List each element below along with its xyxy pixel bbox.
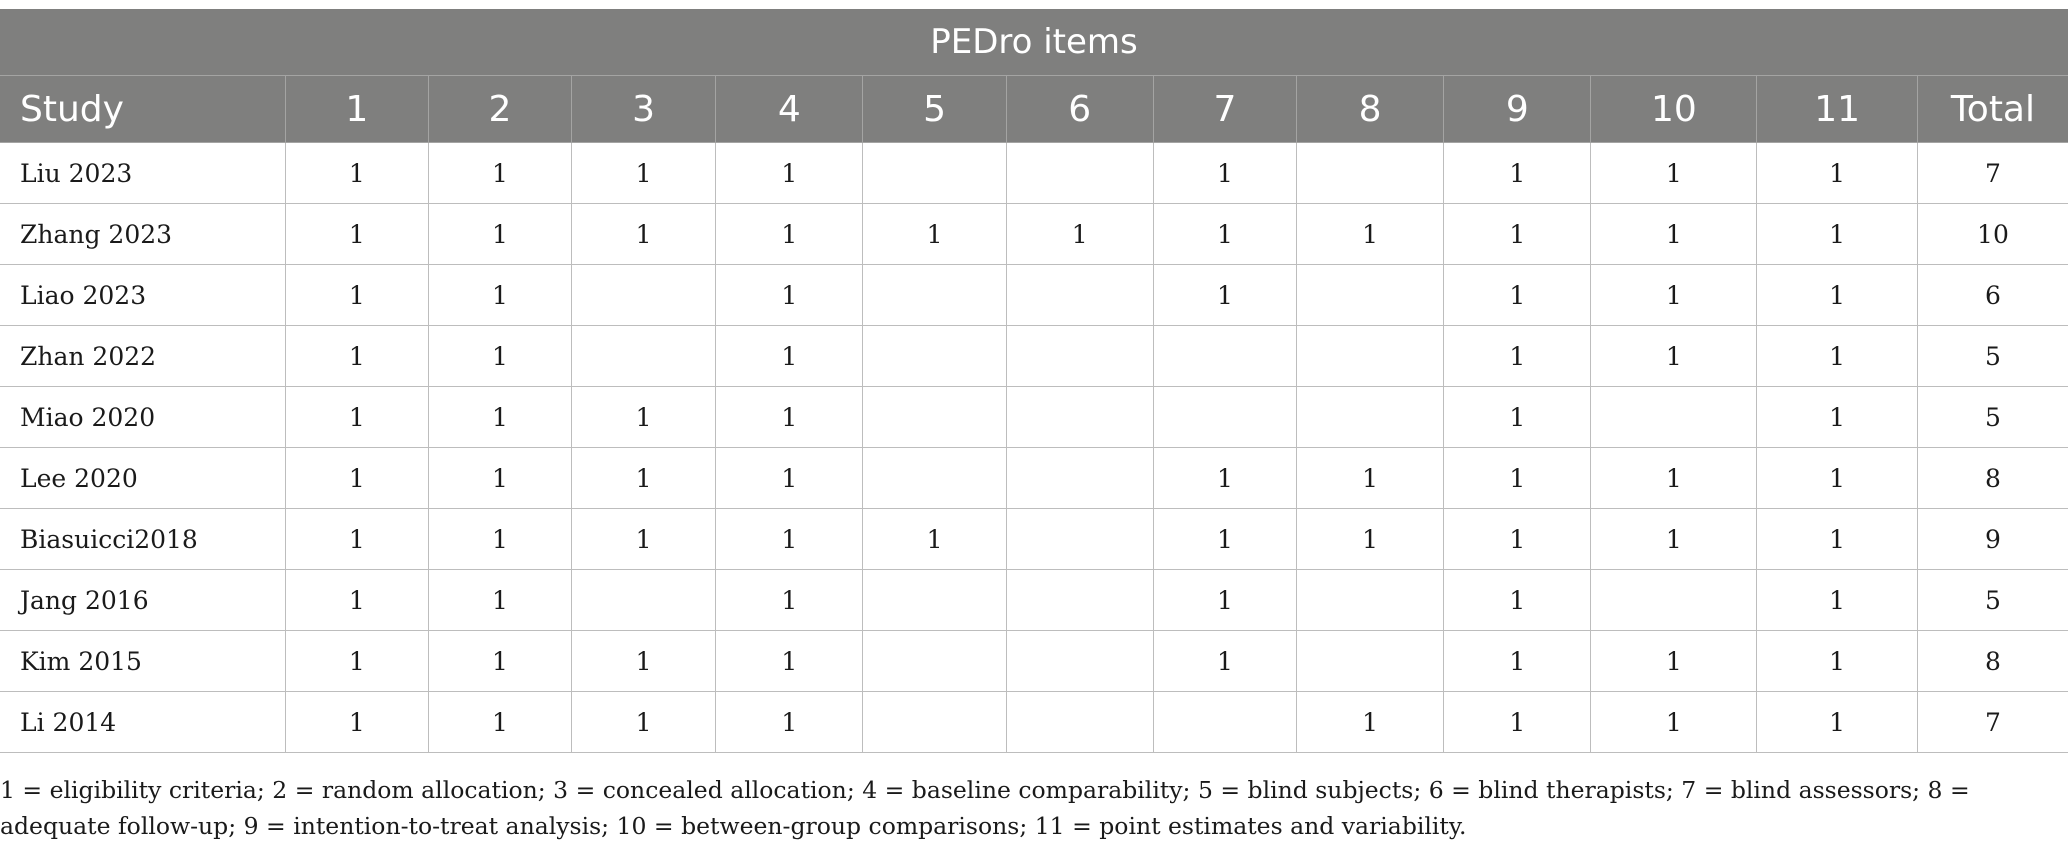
score-cell: 1 — [716, 448, 863, 509]
score-cell: 1 — [1296, 692, 1443, 753]
score-cell: 1 — [428, 509, 571, 570]
score-cell — [572, 326, 716, 387]
score-cell: 1 — [572, 387, 716, 448]
score-cell — [1296, 265, 1443, 326]
total-cell: 5 — [1917, 326, 2068, 387]
score-cell: 1 — [285, 265, 428, 326]
score-cell: 1 — [1591, 326, 1757, 387]
score-cell: 1 — [285, 448, 428, 509]
score-cell: 1 — [428, 448, 571, 509]
score-cell: 1 — [1444, 204, 1591, 265]
score-cell: 1 — [716, 265, 863, 326]
score-cell: 1 — [863, 204, 1006, 265]
study-cell: Biasuicci2018 — [0, 509, 285, 570]
score-cell: 1 — [1444, 265, 1591, 326]
score-cell: 1 — [716, 692, 863, 753]
score-cell: 1 — [1757, 631, 1918, 692]
score-cell — [863, 326, 1006, 387]
score-cell — [863, 265, 1006, 326]
table-footnote: 1 = eligibility criteria; 2 = random allocation; 3 = concealed allocation; 4 = baseline comparability; 5 = blind subjects; 6 = blind therapists; 7 = blind assessors; 8 = adequate follow-up; 9 = intention-to-treat analysis; 10 = between-group comparisons; 11 = point estimates and variability. — [0, 776, 1970, 840]
score-cell — [1006, 692, 1153, 753]
score-cell: 1 — [716, 204, 863, 265]
score-cell: 1 — [572, 143, 716, 204]
column-header: 2 — [428, 76, 571, 143]
study-cell: Kim 2015 — [0, 631, 285, 692]
table-row — [0, 509, 2068, 570]
column-header: 4 — [716, 76, 863, 143]
score-cell — [1296, 387, 1443, 448]
score-cell: 1 — [285, 204, 428, 265]
score-cell: 1 — [1757, 448, 1918, 509]
score-cell — [863, 692, 1006, 753]
score-cell — [1006, 143, 1153, 204]
total-cell: 9 — [1917, 509, 2068, 570]
total-cell: 8 — [1917, 631, 2068, 692]
column-header-row — [0, 76, 2068, 143]
table-title: PEDro items — [0, 9, 2068, 76]
score-cell: 1 — [1591, 509, 1757, 570]
score-cell: 1 — [1296, 448, 1443, 509]
score-cell — [1591, 570, 1757, 631]
column-header: 10 — [1591, 76, 1757, 143]
score-cell — [1296, 570, 1443, 631]
score-cell: 1 — [1591, 448, 1757, 509]
column-header: 6 — [1006, 76, 1153, 143]
score-cell: 1 — [572, 509, 716, 570]
score-cell: 1 — [572, 631, 716, 692]
score-cell: 1 — [1591, 204, 1757, 265]
score-cell: 1 — [1757, 692, 1918, 753]
score-cell: 1 — [428, 692, 571, 753]
study-cell: Li 2014 — [0, 692, 285, 753]
score-cell — [1006, 631, 1153, 692]
score-cell: 1 — [1757, 570, 1918, 631]
score-cell: 1 — [1444, 570, 1591, 631]
score-cell: 1 — [1444, 631, 1591, 692]
score-cell: 1 — [716, 143, 863, 204]
score-cell: 1 — [1006, 204, 1153, 265]
column-header: 3 — [572, 76, 716, 143]
score-cell — [1006, 326, 1153, 387]
score-cell: 1 — [1153, 265, 1296, 326]
score-cell: 1 — [1444, 509, 1591, 570]
pedro-table-container — [0, 9, 2068, 753]
score-cell — [863, 387, 1006, 448]
pedro-table — [0, 9, 2068, 753]
score-cell: 1 — [1591, 265, 1757, 326]
total-cell: 7 — [1917, 143, 2068, 204]
table-row — [0, 448, 2068, 509]
score-cell: 1 — [1591, 692, 1757, 753]
total-cell: 10 — [1917, 204, 2068, 265]
score-cell: 1 — [716, 631, 863, 692]
score-cell — [1006, 448, 1153, 509]
total-cell: 6 — [1917, 265, 2068, 326]
column-header: 1 — [285, 76, 428, 143]
score-cell: 1 — [1444, 143, 1591, 204]
column-header: 5 — [863, 76, 1006, 143]
score-cell: 1 — [428, 204, 571, 265]
score-cell: 1 — [428, 326, 571, 387]
score-cell: 1 — [285, 143, 428, 204]
score-cell: 1 — [572, 448, 716, 509]
column-header: Study — [0, 76, 285, 143]
study-cell: Zhan 2022 — [0, 326, 285, 387]
score-cell — [1006, 509, 1153, 570]
study-cell: Liu 2023 — [0, 143, 285, 204]
table-row — [0, 265, 2068, 326]
score-cell — [1296, 143, 1443, 204]
column-header: 8 — [1296, 76, 1443, 143]
score-cell: 1 — [572, 204, 716, 265]
table-row — [0, 570, 2068, 631]
score-cell — [572, 570, 716, 631]
score-cell — [572, 265, 716, 326]
score-cell: 1 — [1153, 448, 1296, 509]
score-cell: 1 — [1591, 143, 1757, 204]
table-row — [0, 204, 2068, 265]
score-cell — [1296, 631, 1443, 692]
total-cell: 5 — [1917, 387, 2068, 448]
score-cell — [1296, 326, 1443, 387]
score-cell: 1 — [1757, 387, 1918, 448]
score-cell: 1 — [285, 509, 428, 570]
column-header: 9 — [1444, 76, 1591, 143]
score-cell: 1 — [1591, 631, 1757, 692]
score-cell: 1 — [863, 509, 1006, 570]
score-cell: 1 — [428, 265, 571, 326]
score-cell: 1 — [1153, 631, 1296, 692]
score-cell: 1 — [1757, 143, 1918, 204]
score-cell: 1 — [428, 631, 571, 692]
score-cell: 1 — [428, 143, 571, 204]
total-cell: 7 — [1917, 692, 2068, 753]
table-row — [0, 326, 2068, 387]
score-cell: 1 — [285, 570, 428, 631]
score-cell — [863, 570, 1006, 631]
score-cell: 1 — [285, 326, 428, 387]
score-cell: 1 — [1153, 204, 1296, 265]
table-body — [0, 143, 2068, 753]
table-row — [0, 631, 2068, 692]
score-cell: 1 — [716, 570, 863, 631]
score-cell — [1591, 387, 1757, 448]
study-cell: Liao 2023 — [0, 265, 285, 326]
score-cell — [863, 448, 1006, 509]
score-cell — [863, 631, 1006, 692]
score-cell: 1 — [1444, 387, 1591, 448]
score-cell: 1 — [1757, 326, 1918, 387]
table-row — [0, 143, 2068, 204]
score-cell: 1 — [285, 631, 428, 692]
score-cell: 1 — [1296, 204, 1443, 265]
score-cell: 1 — [1444, 326, 1591, 387]
score-cell: 1 — [1757, 204, 1918, 265]
score-cell — [1153, 326, 1296, 387]
study-cell: Zhang 2023 — [0, 204, 285, 265]
score-cell: 1 — [1153, 509, 1296, 570]
score-cell: 1 — [716, 387, 863, 448]
score-cell: 1 — [716, 326, 863, 387]
score-cell: 1 — [1757, 265, 1918, 326]
score-cell: 1 — [572, 692, 716, 753]
column-header: 11 — [1757, 76, 1918, 143]
study-cell: Jang 2016 — [0, 570, 285, 631]
table-row — [0, 692, 2068, 753]
score-cell: 1 — [285, 387, 428, 448]
study-cell: Lee 2020 — [0, 448, 285, 509]
total-cell: 5 — [1917, 570, 2068, 631]
score-cell: 1 — [716, 509, 863, 570]
score-cell — [1153, 387, 1296, 448]
score-cell — [863, 143, 1006, 204]
table-row — [0, 387, 2068, 448]
column-header: Total — [1917, 76, 2068, 143]
score-cell — [1006, 387, 1153, 448]
column-header: 7 — [1153, 76, 1296, 143]
score-cell — [1153, 692, 1296, 753]
total-cell: 8 — [1917, 448, 2068, 509]
score-cell: 1 — [1153, 143, 1296, 204]
score-cell — [1006, 570, 1153, 631]
score-cell: 1 — [428, 387, 571, 448]
study-cell: Miao 2020 — [0, 387, 285, 448]
score-cell: 1 — [1757, 509, 1918, 570]
score-cell — [1006, 265, 1153, 326]
score-cell: 1 — [1296, 509, 1443, 570]
score-cell: 1 — [1153, 570, 1296, 631]
score-cell: 1 — [285, 692, 428, 753]
score-cell: 1 — [1444, 448, 1591, 509]
score-cell: 1 — [428, 570, 571, 631]
score-cell: 1 — [1444, 692, 1591, 753]
